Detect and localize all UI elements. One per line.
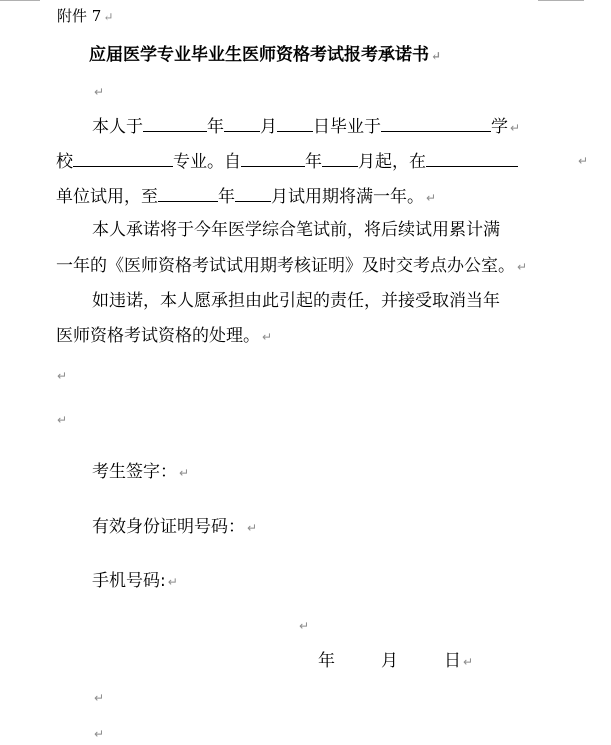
p3-line1 <box>92 290 500 312</box>
text: 年 <box>218 187 235 207</box>
p2-line2 <box>56 255 527 278</box>
text: 本人于 <box>92 117 143 137</box>
text: 年 <box>207 117 224 137</box>
p3-line2 <box>56 325 272 348</box>
attachment-text: 附件 7 <box>57 7 102 25</box>
paragraph-mark-icon: ↵ <box>262 330 273 344</box>
id-number-label: 有效身份证明号码： <box>92 517 245 537</box>
blank-end-year[interactable] <box>158 184 218 202</box>
empty-paragraph <box>297 614 309 637</box>
text: 单位试用，至 <box>56 187 158 207</box>
blank-start-year[interactable] <box>241 149 305 167</box>
document-title <box>89 40 441 65</box>
p1-line2 <box>56 149 518 173</box>
attachment-label <box>57 5 113 26</box>
signature-field[interactable] <box>92 461 189 484</box>
text: 日毕业于 <box>313 117 381 137</box>
text: 本人承诺将于今年医学综合笔试前，将后续试用累计满 <box>92 220 500 240</box>
paragraph-mark-icon: ↵ <box>299 619 310 633</box>
margin-corner-right <box>538 0 584 1</box>
p1-line3 <box>56 184 436 209</box>
p1-line1 <box>92 114 520 139</box>
date-year-label: 年 <box>318 651 335 671</box>
paragraph-mark-icon: ↵ <box>431 49 442 63</box>
paragraph-mark-icon: ↵ <box>426 191 437 205</box>
blank-major[interactable] <box>73 149 173 167</box>
paragraph-mark-icon: ↵ <box>179 466 190 480</box>
blank-school[interactable] <box>381 114 491 132</box>
empty-paragraph <box>92 722 104 745</box>
paragraph-mark-icon: ↵ <box>463 655 474 669</box>
paragraph-mark-icon: ↵ <box>247 521 258 535</box>
text: 月 <box>260 117 277 137</box>
phone-field[interactable] <box>92 570 178 593</box>
id-number-field[interactable] <box>92 516 257 539</box>
margin-corner-left <box>0 0 40 1</box>
paragraph-mark-icon: ↵ <box>57 413 68 427</box>
text: 一年的《医师资格考试试用期考核证明》及时交考点办公室。 <box>56 256 515 276</box>
blank-start-month[interactable] <box>322 149 358 167</box>
blank-graduation-year[interactable] <box>143 114 207 132</box>
empty-paragraph <box>55 364 67 387</box>
date-month-label: 月 <box>381 651 398 671</box>
text: 校 <box>56 152 73 172</box>
text: 医师资格考试资格的处理。 <box>56 326 260 346</box>
text: 如违诺，本人愿承担由此引起的责任，并接受取消当年 <box>92 291 500 311</box>
empty-paragraph <box>92 686 104 709</box>
paragraph-mark-icon: ↵ <box>578 154 589 168</box>
text: 年 <box>305 152 322 172</box>
date-day-label: 日 <box>444 651 461 671</box>
phone-label: 手机号码: <box>92 571 166 591</box>
blank-end-month[interactable] <box>235 184 271 202</box>
p1-line2-mark <box>576 149 588 172</box>
paragraph-mark-icon: ↵ <box>167 575 178 589</box>
blank-graduation-day[interactable] <box>277 114 313 132</box>
paragraph-mark-icon: ↵ <box>94 727 105 741</box>
blank-graduation-month[interactable] <box>224 114 260 132</box>
text: 专业。自 <box>173 152 241 172</box>
paragraph-mark-icon: ↵ <box>510 121 521 135</box>
title-text: 应届医学专业毕业生医师资格考试报考承诺书 <box>89 45 429 65</box>
p2-line1 <box>92 219 500 241</box>
empty-paragraph <box>92 80 104 103</box>
paragraph-mark-icon: ↵ <box>94 85 105 99</box>
paragraph-mark-icon: ↵ <box>517 260 528 274</box>
paragraph-mark-icon: ↵ <box>94 691 105 705</box>
paragraph-mark-icon: ↵ <box>103 10 114 24</box>
empty-paragraph <box>55 408 67 431</box>
blank-unit[interactable] <box>426 149 518 167</box>
signature-label: 考生签字： <box>92 462 177 482</box>
date-line <box>318 650 473 673</box>
text: 月起，在 <box>358 152 426 172</box>
text: 月试用期将满一年。 <box>271 187 424 207</box>
paragraph-mark-icon: ↵ <box>57 369 68 383</box>
text: 学 <box>491 117 508 137</box>
